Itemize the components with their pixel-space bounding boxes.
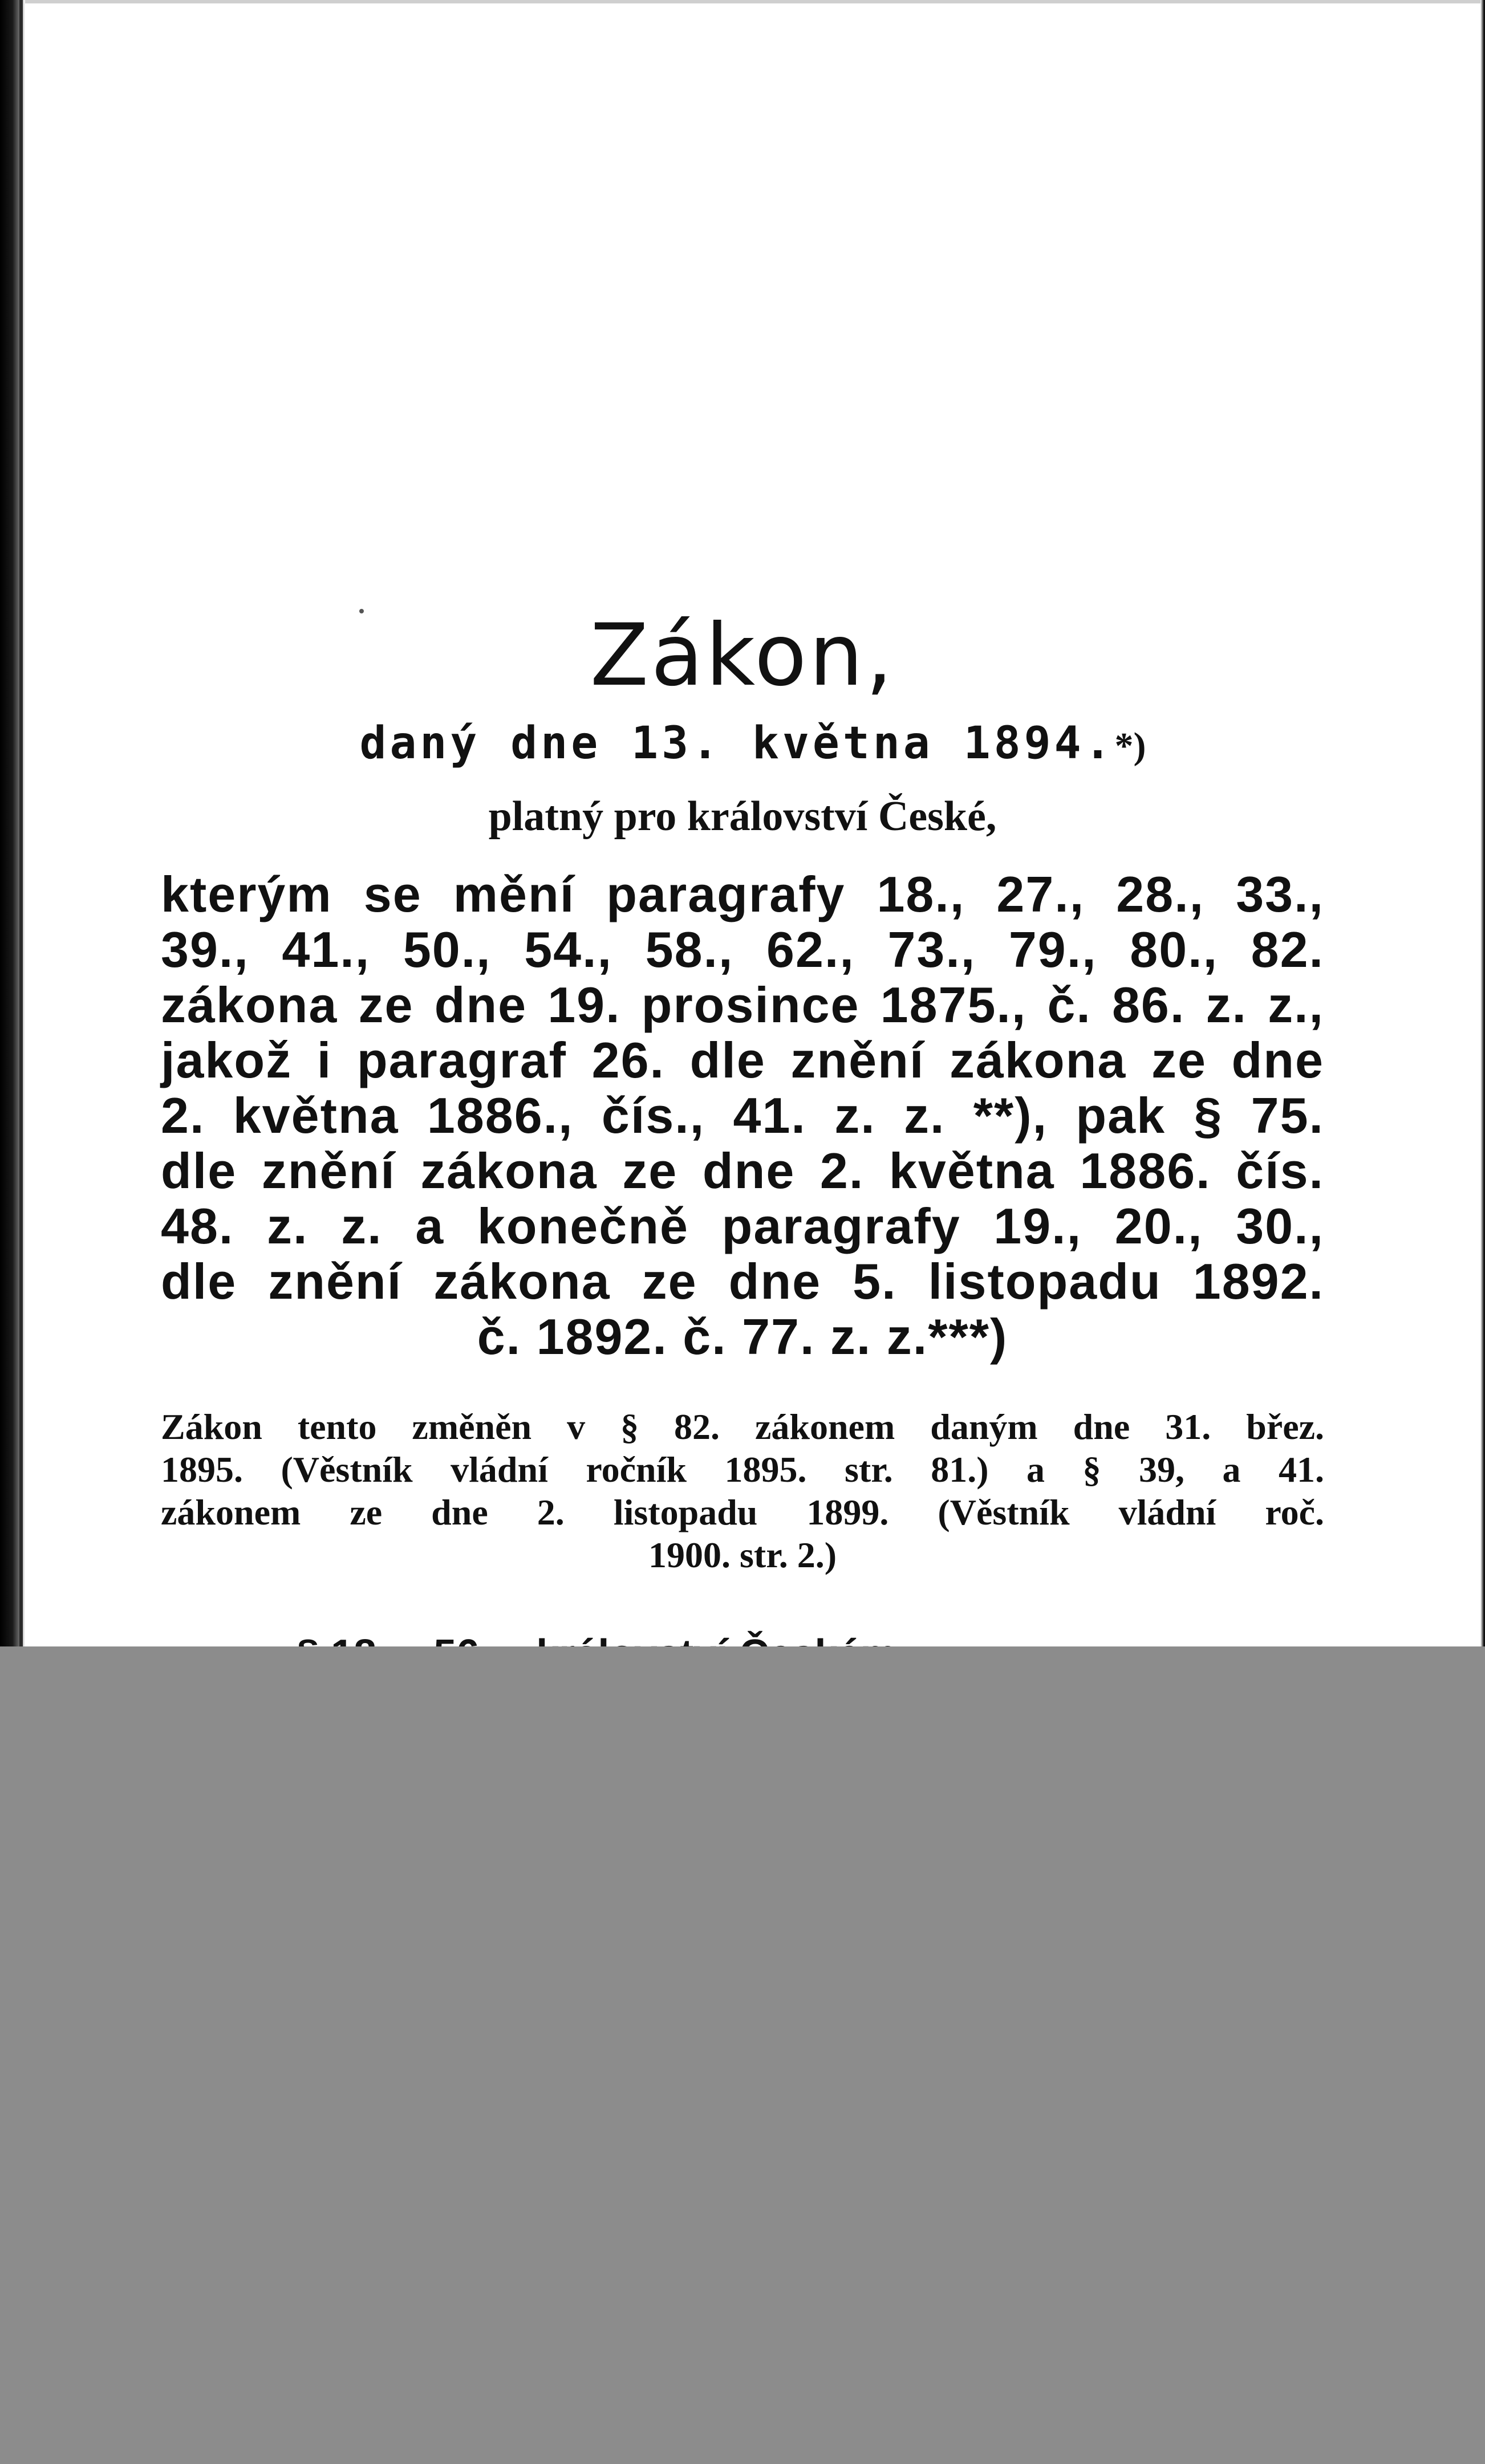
body-line: dle znění zákona ze dne 2. května 1886. čís. xyxy=(161,1142,1324,1199)
law-description xyxy=(161,867,1324,1364)
amendment-note xyxy=(161,1405,1324,1576)
date-text: daný dne 13. května 1894. xyxy=(359,718,1115,769)
date-line xyxy=(211,718,1295,769)
cut-off-line xyxy=(297,1624,1334,1646)
note-line: 1900. str. 2.) xyxy=(648,1535,837,1575)
note-line: zákonem ze dne 2. listopadu 1899. (Věstník vládní roč. xyxy=(161,1492,1324,1532)
body-line: zákona ze dne 19. prosince 1875., č. 86. z. z., xyxy=(161,977,1324,1033)
note-line: 1895. (Věstník vládní ročník 1895. str. 81.) a § 39, a 41. xyxy=(161,1449,1324,1490)
scope-line: platný pro království České, xyxy=(488,793,997,840)
body-line: č. 1892. č. 77. z. z.***) xyxy=(477,1308,1008,1365)
note-line: Zákon tento změněn v § 82. zákonem daným dne 31. břez. xyxy=(161,1406,1324,1447)
body-line: jakož i paragraf 26. dle znění zákona ze dne xyxy=(161,1032,1324,1088)
body-line: 48. z. z. a konečně paragrafy 19., 20., 30., xyxy=(161,1198,1324,1254)
body-line: 39., 41., 50., 54., 58., 62., 73., 79., 80., 82. xyxy=(161,921,1324,978)
body-line: 2. května 1886., čís., 41. z. z. **), pak § 75. xyxy=(161,1087,1324,1144)
page-title: Zákon, xyxy=(590,606,895,705)
date-footnote-marker: *) xyxy=(1114,725,1146,767)
body-line: dle znění zákona ze dne 5. listopadu 1892. xyxy=(161,1253,1324,1310)
scan-edge-top xyxy=(25,0,1485,3)
body-line: kterým se mění paragrafy 18., 27., 28., 33., xyxy=(161,866,1324,922)
gray-masked-area xyxy=(0,1646,1485,2464)
